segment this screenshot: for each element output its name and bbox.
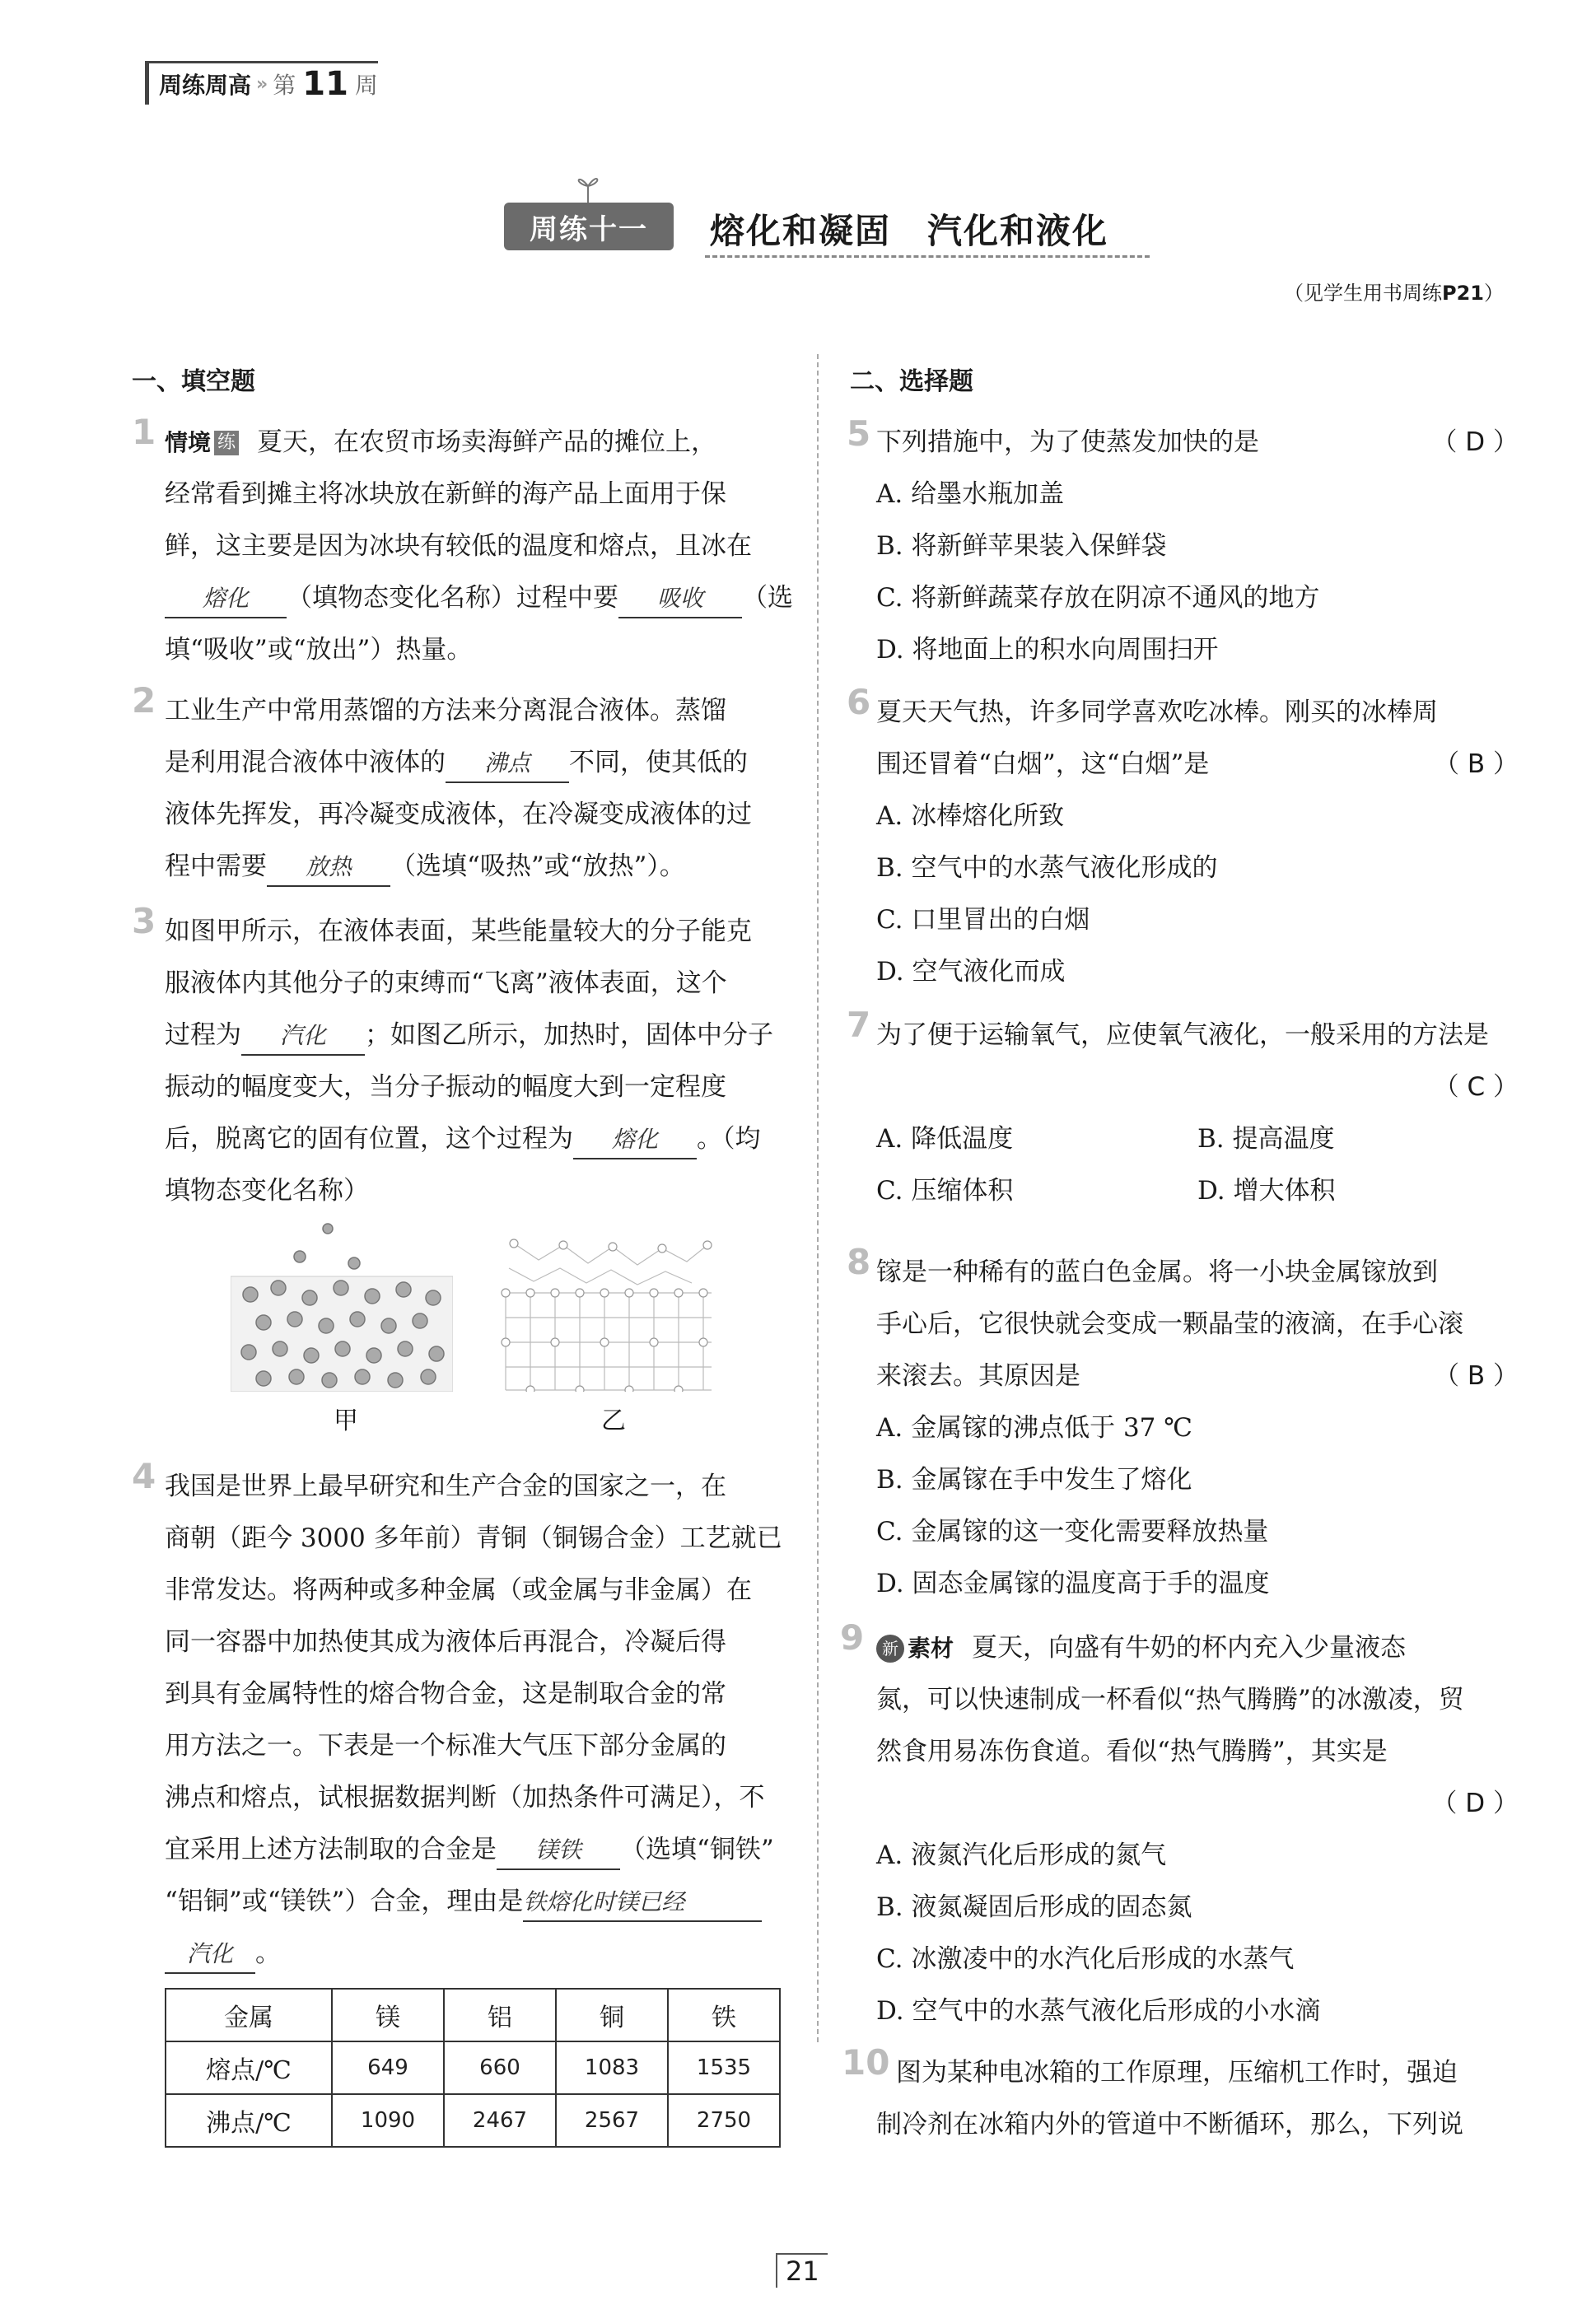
q6-number: 6: [847, 682, 871, 722]
q8-line2: 手心后，它很快就会变成一颗晶莹的液滴，在手心滚: [876, 1309, 1463, 1339]
q5-text: [876, 417, 1519, 676]
table-cell: 2467: [444, 2094, 556, 2147]
metal-properties-table: [165, 1988, 781, 2148]
q5-answer: （ D ）: [1431, 427, 1519, 457]
table-cell: 2750: [668, 2094, 780, 2147]
q3-line3-end: ；如图乙所示，加热时，固体中分子: [365, 1020, 773, 1050]
ribbon-icon: [570, 165, 606, 206]
q3-line6: 填物态变化名称）: [165, 1176, 369, 1206]
q9-option-a: A. 液氮汽化后形成的氮气: [876, 1840, 1167, 1870]
q3-number: 3: [132, 901, 156, 941]
q4-line3: 非常发达。将两种或多种金属（或金属与非金属）在: [165, 1575, 752, 1605]
q1-line4-end: （选: [742, 583, 793, 613]
figure-label-yi: 乙: [601, 1407, 626, 1435]
q4-line4: 同一容器中加热使其成为液体后再混合，冷凝后得: [165, 1627, 726, 1657]
q4-text: [165, 1461, 782, 1980]
title-badge: 周练十一: [504, 203, 674, 250]
q6-option-a: A. 冰棒熔化所致: [876, 801, 1065, 831]
chapter-title: [504, 194, 1146, 260]
q1-answer2: 吸收: [618, 581, 742, 618]
q7-option-c: C. 压缩体积: [876, 1176, 1014, 1206]
q7-option-a: A. 降低温度: [876, 1124, 1014, 1154]
q4-answer2-part2: 汽化: [165, 1936, 255, 1974]
week-number: 11: [302, 65, 348, 103]
q3-line3: 过程为: [165, 1020, 241, 1050]
table-cell: 1090: [332, 2094, 444, 2147]
q8-number: 8: [847, 1242, 871, 1282]
table-header-cell: 镁: [332, 1989, 444, 2041]
q4-number: 4: [132, 1456, 156, 1496]
section-choice-title: 二、选择题: [850, 367, 973, 396]
table-header-cell: 铁: [668, 1989, 780, 2041]
q9-number: 9: [840, 1617, 865, 1658]
q6-line2: 围还冒着“白烟”，这“白烟”是: [876, 749, 1210, 779]
q1-line3: 鲜，这主要是因为冰块有较低的温度和熔点，且冰在: [165, 531, 752, 561]
q1-tag-practice: 练: [214, 431, 239, 455]
q2-line2-end: 不同，使其低的: [569, 748, 748, 777]
title-text: 熔化和凝固 汽化和液化: [710, 211, 1109, 251]
reference-close: ）: [1484, 282, 1504, 305]
q2-line3: 液体先挥发，再冷凝变成液体，在冷凝变成液体的过: [165, 800, 752, 829]
q1-tag-scenario: 情境: [165, 429, 212, 456]
q10-number: 10: [842, 2042, 890, 2083]
q3-line4: 振动的幅度变大，当分子振动的幅度大到一定程度: [165, 1072, 726, 1102]
q7-option-d: D. 增大体积: [1197, 1176, 1336, 1206]
q4-line10-end: 。: [255, 1938, 281, 1968]
q4-line2: 商朝（距今 3000 多年前）青铜（铜锡合金）工艺就已: [165, 1523, 782, 1553]
q9-option-b: B. 液氮凝固后形成的固态氮: [876, 1892, 1192, 1922]
q3-answer1: 汽化: [241, 1018, 365, 1056]
q4-line6: 用方法之一。下表是一个标准大气压下部分金属的: [165, 1731, 726, 1761]
q7-text: [876, 1010, 1519, 1217]
q1-line1: 夏天，在农贸市场卖海鲜产品的摊位上，: [257, 427, 717, 457]
q2-line1: 工业生产中常用蒸馏的方法来分离混合液体。蒸馏: [165, 696, 726, 725]
reference-text: （见学生用书周练: [1284, 282, 1442, 305]
q9-line3: 然食用易冻伤食道。看似“热气腾腾”，其实是: [876, 1737, 1388, 1766]
q10-line2: 制冷剂在冰箱内外的管道中不断循环，那么，下列说: [876, 2110, 1463, 2139]
table-cell: 1535: [668, 2041, 780, 2094]
q7-answer: （ C ）: [1433, 1072, 1519, 1102]
q8-text: [876, 1247, 1519, 1610]
table-row: [166, 2094, 780, 2147]
q8-line3: 来滚去。其原因是: [876, 1361, 1080, 1391]
figure-liquid-molecules: [231, 1219, 453, 1392]
q7-stem: 为了便于运输氧气，应使氧气液化，一般采用的方法是: [876, 1020, 1489, 1050]
q3-line1: 如图甲所示，在液体表面，某些能量较大的分子能克: [165, 917, 752, 946]
q4-answer1: 镁铁: [497, 1832, 620, 1870]
table-cell: 沸点/℃: [166, 2094, 332, 2147]
q10-line1: 图为某种电冰箱的工作原理，压缩机工作时，强迫: [896, 2058, 1458, 2088]
table-cell: 熔点/℃: [166, 2041, 332, 2094]
figure-solid-lattice: [497, 1235, 720, 1392]
table-header-cell: 铜: [556, 1989, 668, 2041]
q4-line7: 沸点和熔点，试根据数据判断（加热条件可满足），不: [165, 1783, 765, 1812]
week-header: [145, 61, 378, 105]
q6-option-d: D. 空气液化而成: [876, 957, 1066, 987]
q5-option-d: D. 将地面上的积水向周围扫开: [876, 635, 1219, 665]
table-cell: 1083: [556, 2041, 668, 2094]
q9-option-d: D. 空气中的水蒸气液化后形成的小水滴: [876, 1996, 1321, 2026]
q9-text: [876, 1622, 1519, 2037]
q2-answer2: 放热: [267, 849, 390, 887]
q10-text: [876, 2047, 1522, 2151]
table-header-cell: 金属: [166, 1989, 332, 2041]
q4-line9: “铝铜”或“镁铁”）合金，理由是: [165, 1887, 524, 1916]
reference-page: P21: [1442, 282, 1484, 305]
title-underline: [705, 255, 1150, 258]
q1-answer1: 熔化: [165, 581, 287, 618]
q7-option-b: B. 提高温度: [1197, 1124, 1335, 1154]
q6-answer: （ B ）: [1434, 749, 1519, 779]
q8-option-d: D. 固态金属镓的温度高于手的温度: [876, 1569, 1270, 1598]
q6-option-c: C. 口里冒出的白烟: [876, 905, 1090, 935]
q1-number: 1: [132, 412, 156, 452]
q5-number: 5: [847, 413, 871, 454]
q5-option-b: B. 将新鲜苹果装入保鲜袋: [876, 531, 1167, 561]
q1-text: [165, 417, 793, 676]
table-header-cell: 铝: [444, 1989, 556, 2041]
q2-line4: 程中需要: [165, 851, 267, 881]
q1-line4: （填物态变化名称）过程中要: [287, 583, 618, 613]
q3-line2: 服液体内其他分子的束缚而“飞离”液体表面，这个: [165, 968, 727, 998]
q8-option-a: A. 金属镓的沸点低于 37 ℃: [876, 1413, 1192, 1443]
q3-line5-end: 。（均: [697, 1124, 761, 1154]
series-label: 周练周高: [159, 72, 252, 99]
week-prefix: 第: [273, 72, 296, 99]
q3-text: [165, 906, 773, 1217]
q6-text: [876, 687, 1519, 998]
table-cell: 2567: [556, 2094, 668, 2147]
table-header-row: [166, 1989, 780, 2041]
q9-tag-new: 新: [876, 1635, 904, 1663]
q2-answer1: 沸点: [446, 745, 569, 783]
reference-note: [1284, 277, 1504, 306]
page-number: 21: [776, 2253, 828, 2288]
q3-line5: 后，脱离它的固有位置，这个过程为: [165, 1124, 573, 1154]
q6-option-b: B. 空气中的水蒸气液化形成的: [876, 853, 1218, 883]
q8-answer: （ B ）: [1434, 1361, 1519, 1391]
q4-line8-end: （选填“铜铁”: [620, 1835, 774, 1864]
q8-option-b: B. 金属镓在手中发生了熔化: [876, 1465, 1192, 1495]
q2-number: 2: [132, 680, 156, 721]
q4-line1: 我国是世界上最早研究和生产合金的国家之一，在: [165, 1472, 726, 1501]
q2-line2: 是利用混合液体中液体的: [165, 748, 446, 777]
q8-line1: 镓是一种稀有的蓝白色金属。将一小块金属镓放到: [876, 1257, 1438, 1287]
q8-option-c: C. 金属镓的这一变化需要释放热量: [876, 1517, 1269, 1547]
q9-line2: 氮，可以快速制成一杯看似“热气腾腾”的冰激凌，贸: [876, 1685, 1464, 1715]
q6-line1: 夏天天气热，许多同学喜欢吃冰棒。刚买的冰棒周: [876, 697, 1438, 727]
q5-option-c: C. 将新鲜蔬菜存放在阴凉不通风的地方: [876, 583, 1320, 613]
figure-label-jia: 甲: [334, 1407, 358, 1435]
q1-line5: 填“吸收”或“放出”）热量。: [165, 635, 473, 665]
q7-number: 7: [847, 1005, 871, 1045]
section-fill-title: 一、填空题: [132, 367, 255, 396]
week-suffix: 周: [354, 72, 378, 99]
q5-stem: 下列措施中，为了使蒸发加快的是: [876, 427, 1259, 457]
q2-line4-end: （选填“吸热”或“放热”）。: [390, 851, 685, 881]
q4-answer2-part1: 铁熔化时镁已经: [523, 1884, 762, 1922]
table-cell: 660: [444, 2041, 556, 2094]
q4-line8: 宜采用上述方法制取的合金是: [165, 1835, 497, 1864]
column-divider: [817, 354, 819, 2042]
q5-option-a: A. 给墨水瓶加盖: [876, 479, 1065, 509]
q4-line5: 到具有金属特性的熔合物合金，这是制取合金的常: [165, 1679, 726, 1709]
table-cell: 649: [332, 2041, 444, 2094]
q9-option-c: C. 冰激凌中的水汽化后形成的水蒸气: [876, 1944, 1295, 1974]
table-row: [166, 2041, 780, 2094]
q9-tag-material: 素材: [908, 1635, 954, 1662]
q9-line1: 夏天，向盛有牛奶的杯内充入少量液态: [972, 1633, 1407, 1663]
q1-line2: 经常看到摊主将冰块放在新鲜的海产品上面用于保: [165, 479, 726, 509]
q9-answer: （ D ）: [1431, 1789, 1519, 1818]
q2-text: [165, 685, 752, 893]
header-separator-icon: »: [256, 73, 268, 95]
q3-answer2: 熔化: [573, 1122, 697, 1159]
